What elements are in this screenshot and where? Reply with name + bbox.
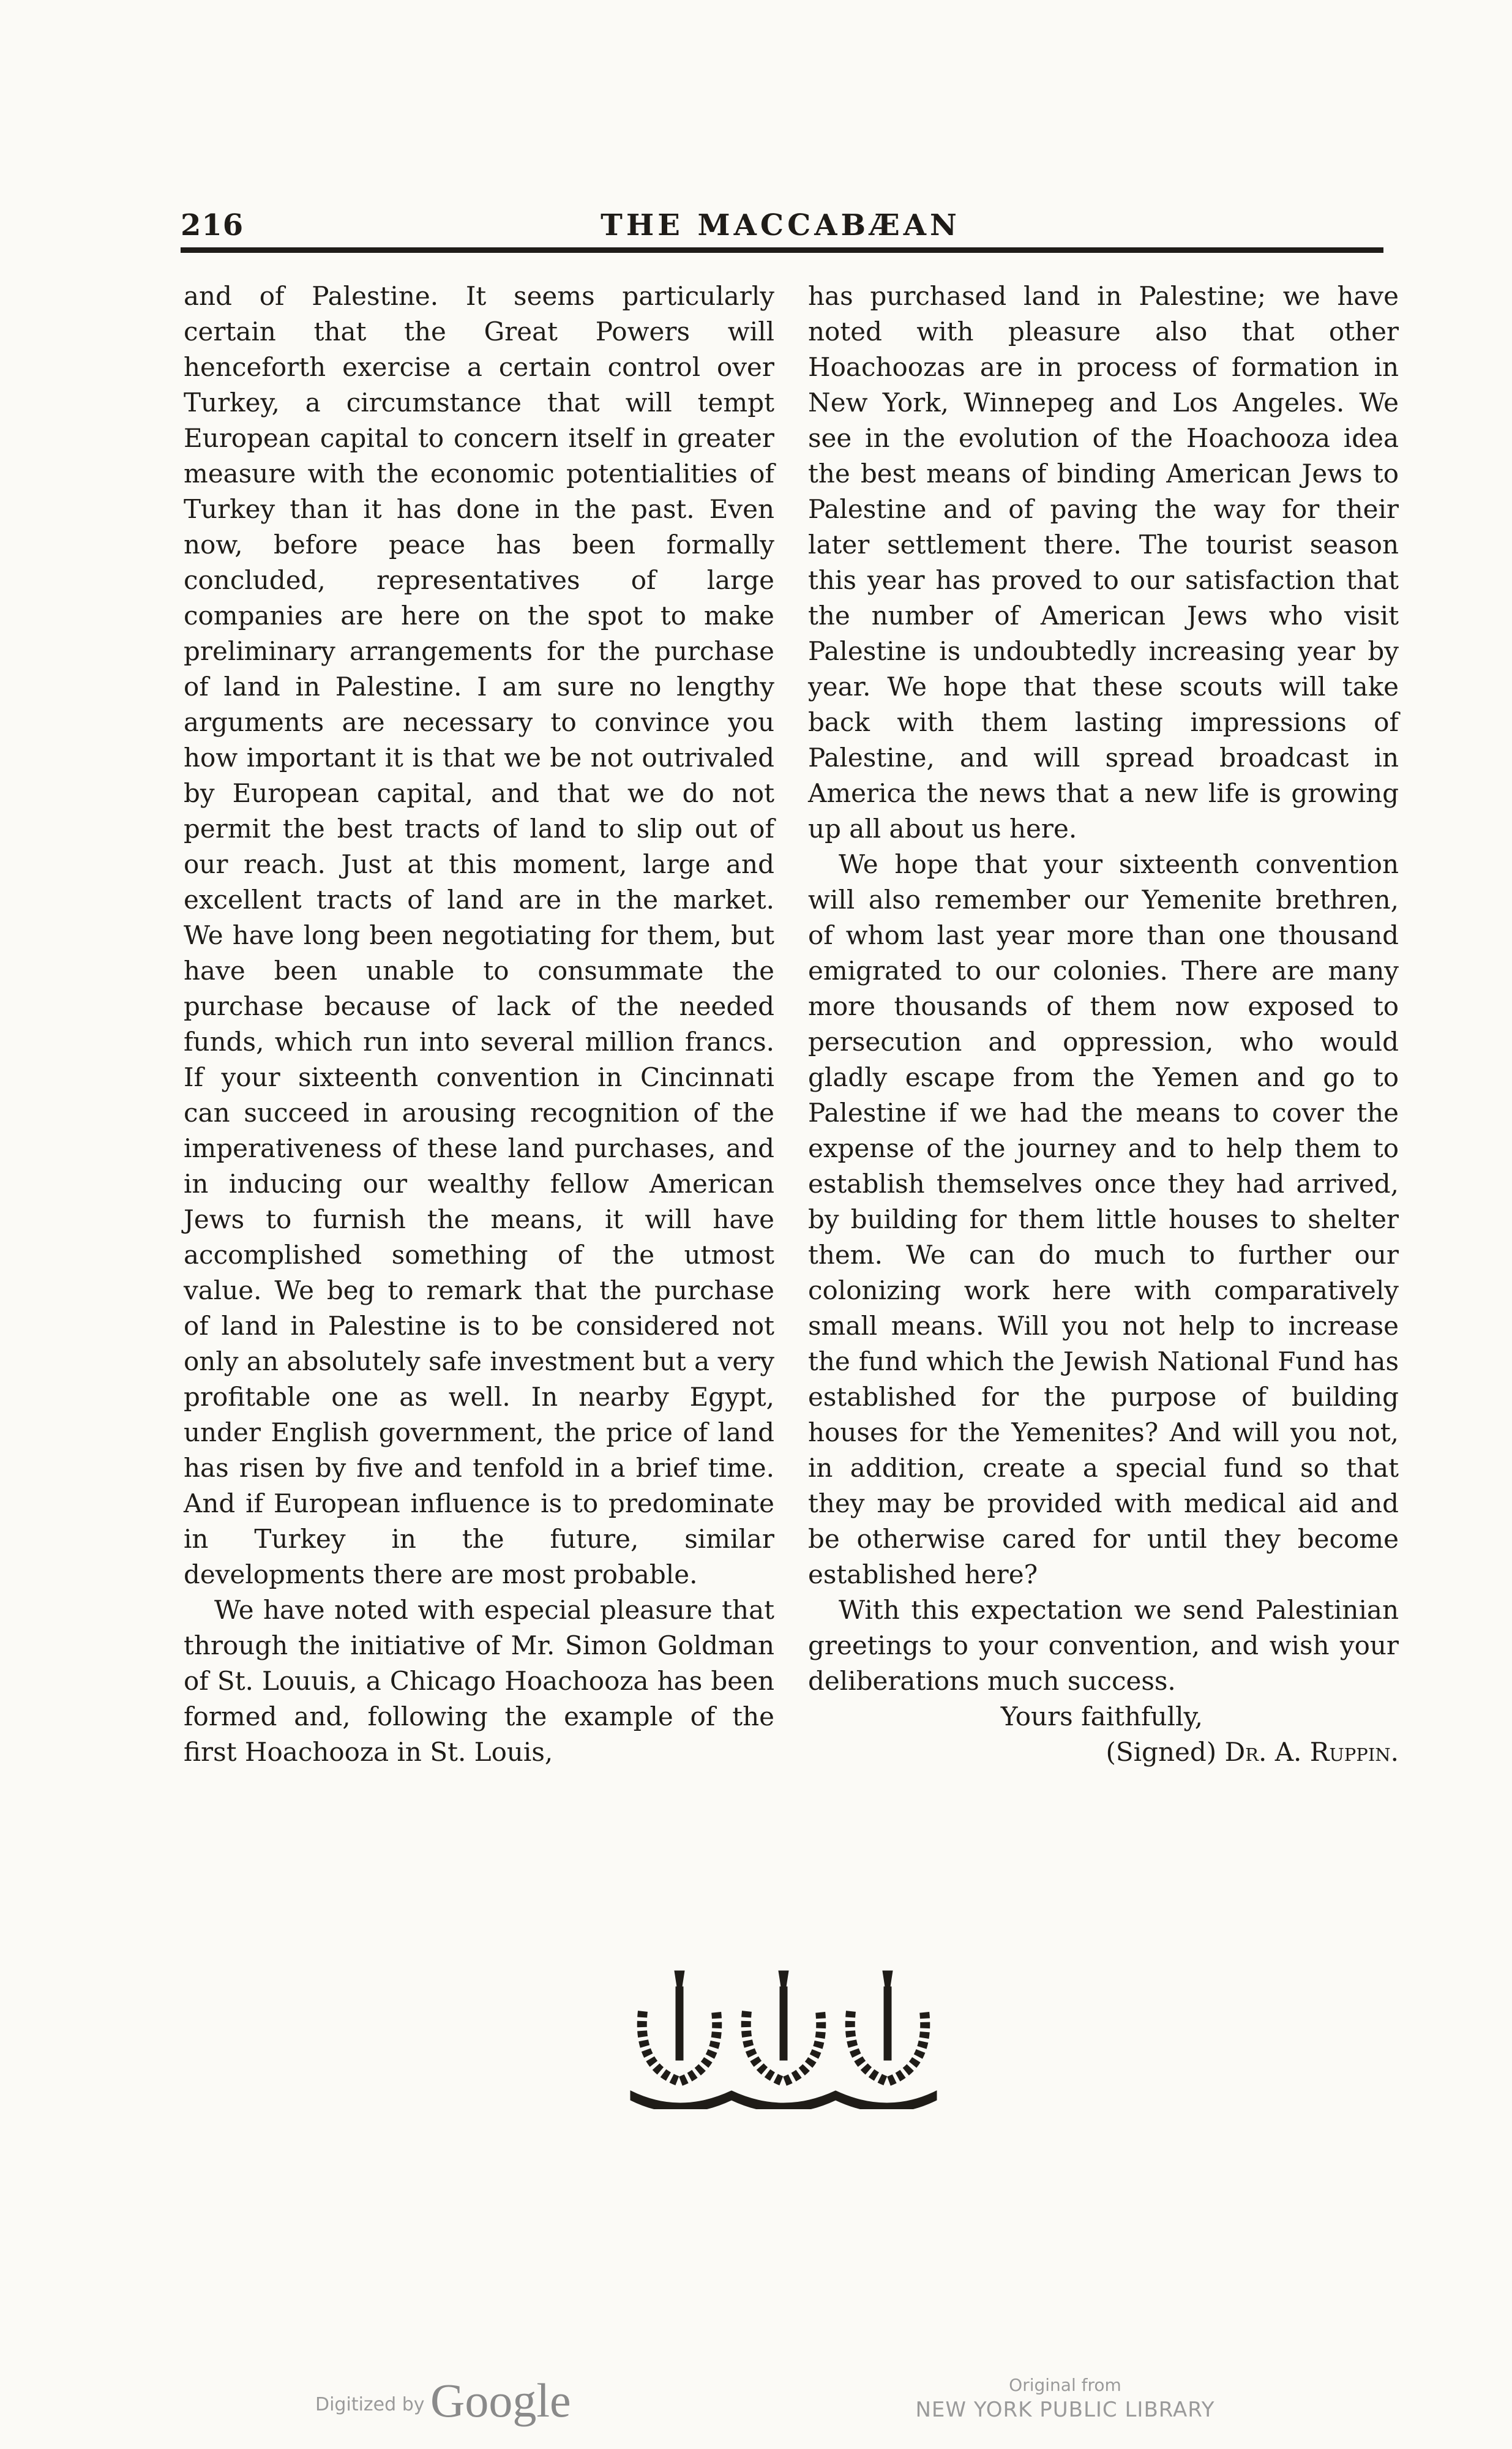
library-name: NEW YORK PUBLIC LIBRARY: [915, 2398, 1215, 2422]
page-number: 216: [181, 208, 244, 242]
google-logo: Google: [430, 2374, 571, 2427]
torch-icon: [675, 1971, 684, 2060]
page-header: [181, 202, 1380, 251]
torch-icon: [779, 1971, 788, 2060]
left-paragraph-1: and of Palestine. It seems particularly certain that the Great Powers will henceforth exercise a certain control over Turkey, a circumstance that will tempt European capital to concern itself in greater measure with the economic potentialities of Turkey than it has done in the past. Even now, before peace has been formally concluded, representatives of large companies are here on the spot to make preliminary arrangements for the purchase of land in Palestine. I am sure no lengthy arguments are necessary to convince you how important it is that we be not outrivaled by European capital, and that we do not permit the best tracts of land to slip out of our reach. Just at this moment, large and excellent tracts of land are in the market. We have long been negotiating for them, but have been unable to consummate the purchase because of lack of the needed funds, which run into several million francs. If your sixteenth convention in Cincinnati can succeed in arousing recognition of the imperativeness of these land purchases, and in inducing our wealthy fellow American Jews to furnish the means, it will have accomplished something of the utmost value. We beg to remark that the purchase of land in Palestine is to be considered not only an absolutely safe investment but a very profitable one as well. In nearby Egypt, under English government, the price of land has risen by five and tenfold in a brief time. And if European influence is to predominate in Turkey in the future, similar developments there are most probable.: [184, 281, 774, 1589]
signature-line: [808, 1735, 1399, 1770]
original-from-label: Original from: [1009, 2375, 1121, 2395]
left-column: [184, 279, 774, 1770]
original-source: [912, 2374, 1218, 2423]
torch-icon: [883, 1971, 893, 2060]
left-paragraph-2: We have noted with especial pleasure that through the initiative of Mr. Simon Goldman of St. Louuis, a Chicago Hoachooza has been formed and, following the example of the first Hoachooza in St. Louis,: [184, 1595, 774, 1767]
torch-wreath-ornament-icon: [624, 1968, 943, 2109]
right-paragraph-2: We hope that your sixteenth convention will also remember our Yemenite brethren, of whom last year more than one thousand emigrated to our colonies. There are many more thousands of them now exposed to persecution and oppression, who would gladly escape from the Yemen and go to Palestine if we had the means to cover the expense of the journey and to help them to establish themselves once they had arrived, by building for them little houses to shelter them. We can do much to further our colonizing work here with comparatively small means. Will you not help to increase the fund which the Jewish National Fund has established for the purpose of building houses for the Yemenites? And will you not, in addition, create a special fund so that they may be provided with medical aid and be otherwise cared for until they become established here?: [808, 849, 1399, 1589]
signatory-name: Dr. A. Ruppin.: [1224, 1737, 1399, 1767]
right-paragraph-3: With this expectation we send Palestinian greetings to your convention, and wish your deliberations much success.: [808, 1595, 1399, 1696]
running-title: THE MACCABÆAN: [601, 208, 960, 242]
digitized-by-label: Digitized by: [315, 2394, 425, 2415]
header-rule: [181, 247, 1383, 253]
right-paragraph-1: has purchased land in Palestine; we have noted with pleasure also that other Hoachoozas are in process of formation in New York, Winnepeg and Los Angeles. We see in the evolution of the Hoachooza idea the best means of binding American Jews to Palestine and of paving the way for their later settlement there. The tourist season this year has proved to our satisfaction that the number of American Jews who visit Palestine is undoubtedly increasing year by year. We hope that these scouts will take back with them lasting impressions of Palestine, and will spread broadcast in America the news that a new life is growing up all about us here.: [808, 281, 1399, 844]
signed-prefix: (Signed): [1106, 1737, 1217, 1767]
closing-salutation: Yours faithfully,: [1000, 1701, 1203, 1731]
right-column: [808, 279, 1399, 1770]
